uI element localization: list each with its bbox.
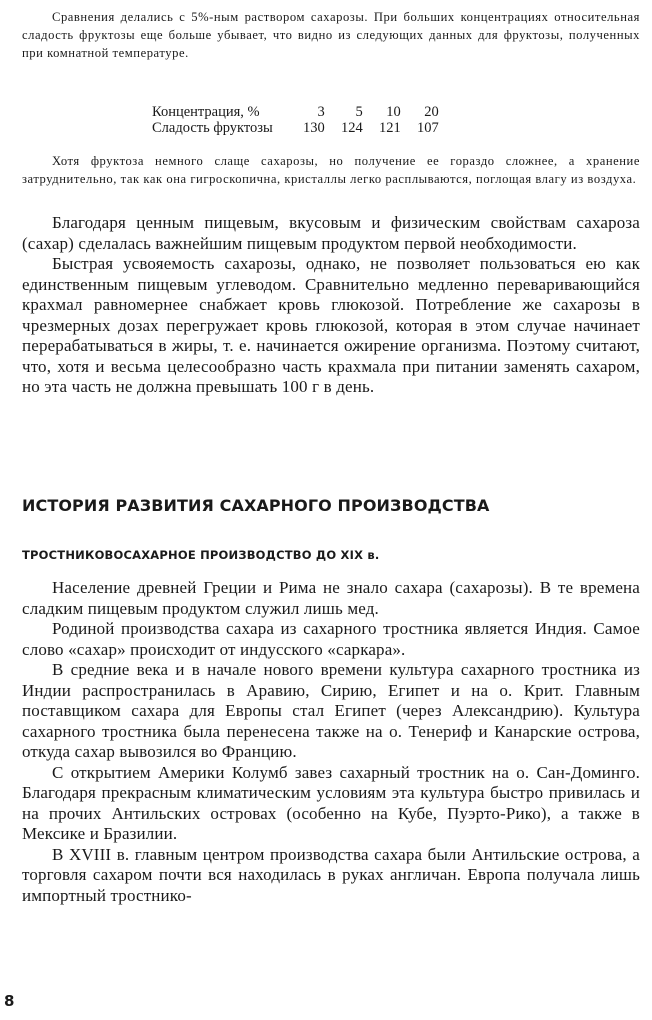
body-paragraph: Быстрая усвояемость сахарозы, однако, не позволяет пользоваться ею как единственным пищевым углеводом. Сравнительно медленно переваривающийся крахмал равномернее снабжает кровь глюкозой. Потребление же сахарозы в чрезмерных дозах перегружает кровь глюкозой, которая в этом случае начинает перерабатываться в жиры, т. е. начинается ожирение организма. Поэтому считают, что, хотя и весьма целесообразно часть крахмала при питании заменять сахаром, но эта часть не должна превышать 100 г в день. [22,254,640,396]
history-paragraph: В XVIII в. главным центром производства сахара были Антильские острова, а торговля сахаром почти вся находилась в руках англичан. Европа получала лишь импортный тростнико- [22,844,640,905]
body-section [22,213,640,398]
body-paragraph: Благодаря ценным пищевым, вкусовым и физическим свойствам сахароза (сахар) сделалась важнейшим пищевым продуктом первой необходимости. [22,213,640,253]
table-row [152,120,439,136]
history-paragraph: В средние века и в начале нового времени культура сахарного тростника из Индии распространилась в Аравию, Сирию, Египет и на о. Крит. Главным поставщиком сахара для Европы стал Египет (через Александрию). Культура сахарного тростника была перенесена также на о. Тенериф и Канарские острова, откуда сахар вывозился во Францию. [22,660,640,761]
table-cell: 130 [303,120,325,136]
subsection-title: ТРОСТНИКОВОСАХАРНОЕ ПРОИЗВОДСТВО ДО XIX в. [22,548,380,562]
table-cell: 20 [424,104,439,120]
note-paragraph: Хотя фруктоза немного слаще сахарозы, но получение ее гораздо сложнее, а хранение затруднительно, так как она гигроскопична, кристаллы легко расплываются, поглощая влагу из воздуха. [22,154,640,186]
history-paragraph: Родиной производства сахара из сахарного тростника является Индия. Самое слово «сахар» происходит от индусского «саркара». [22,619,640,659]
table-row [152,104,439,120]
table-row-label: Сладость фруктозы [152,120,273,136]
table-row-label: Концентрация, % [152,104,260,120]
table-cell: 5 [355,104,363,120]
table-cell: 107 [417,120,439,136]
intro-paragraph: Сравнения делались с 5%-ным раствором сахарозы. При больших концентрациях относительная сладость фруктозы еще больше убывает, что видно из следующих данных для фруктозы, полученных при комнатной температуре. [22,10,640,60]
table-cell: 10 [386,104,401,120]
table-cell: 3 [317,104,325,120]
history-section [22,578,640,906]
table-cell: 124 [341,120,363,136]
fructose-sweetness-table [152,104,439,136]
table-cell: 121 [379,120,401,136]
history-paragraph: С открытием Америки Колумб завез сахарный тростник на о. Сан-Доминго. Благодаря прекрасным климатическим условиям эта культура быстро привилась и на прочих Антильских островах (особенно на Кубе, Пуэрто-Рико), а также в Мексике и Бразилии. [22,762,640,843]
history-paragraph: Население древней Греции и Рима не знало сахара (сахарозы). В те времена сладким пищевым продуктом служил лишь мед. [22,578,640,618]
section-title: ИСТОРИЯ РАЗВИТИЯ САХАРНОГО ПРОИЗВОДСТВА [22,496,490,515]
page-number: 8 [4,992,15,1010]
